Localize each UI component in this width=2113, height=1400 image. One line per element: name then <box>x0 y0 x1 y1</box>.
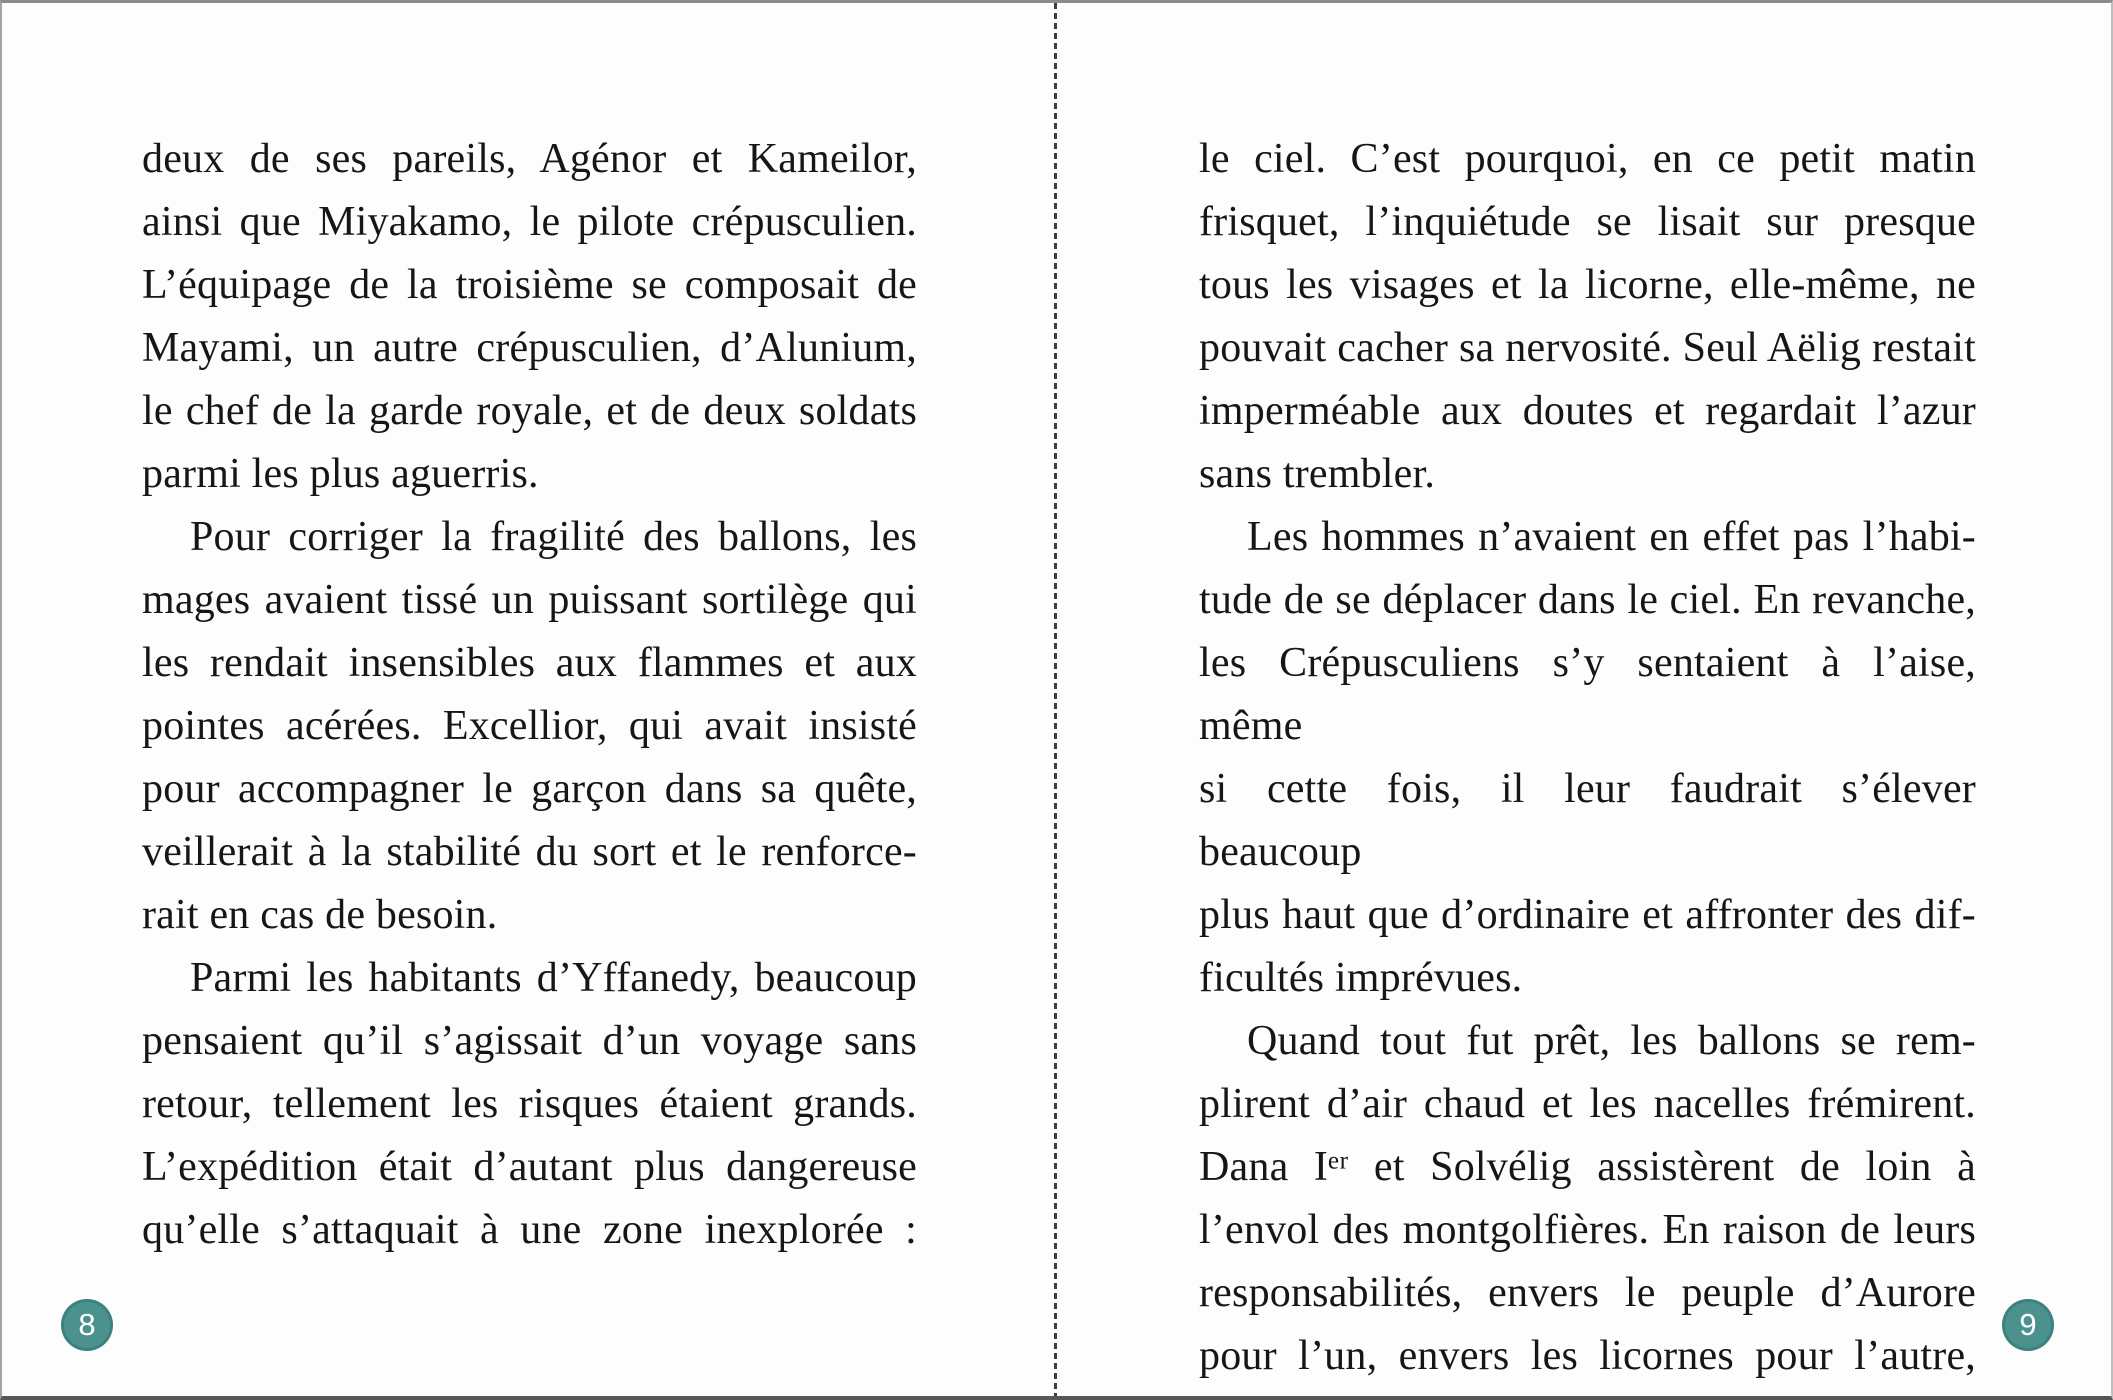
text-line: pensaient qu’il s’agissait d’un voyage sans <box>142 1018 917 1064</box>
page-9 <box>1058 3 2113 1396</box>
text-line: Parmi les habitants d’Yffanedy, beaucoup <box>190 955 917 1001</box>
text-line: deux de ses pareils, Agénor et Kameilor, <box>142 136 917 182</box>
text-line: veillerait à la stabilité du sort et le renforce- <box>142 829 917 875</box>
page-8-text-column <box>142 128 917 1262</box>
text-line: le chef de la garde royale, et de deux soldats <box>142 388 917 434</box>
text-line: plus haut que d’ordinaire et affronter des dif- <box>1199 892 1976 938</box>
text-line: L’expédition était d’autant plus dangereuse <box>142 1144 917 1190</box>
text-line: mages avaient tissé un puissant sortilège qui <box>142 577 917 623</box>
text-line: responsabilités, envers le peuple d’Aurore <box>1199 1270 1976 1316</box>
text-line: imperméable aux doutes et regardait l’azur <box>1199 388 1976 434</box>
text-line: qu’elle s’attaquait à une zone inexplorée : <box>142 1207 917 1253</box>
text-line: pointes acérées. Excellior, qui avait insisté <box>142 703 917 749</box>
text-line: Mayami, un autre crépusculien, d’Alunium, <box>142 325 917 371</box>
page-8 <box>2 3 1054 1396</box>
text-line: tude de se déplacer dans le ciel. En revanche, <box>1199 577 1976 623</box>
text-line: Quand tout fut prêt, les ballons se rem- <box>1247 1018 1976 1064</box>
text-line: ficultés imprévues. <box>1199 955 1523 1001</box>
text-line: les rendait insensibles aux flammes et aux <box>142 640 917 686</box>
text-line: les Crépusculiens s’y sentaient à l’aise, même <box>1199 640 1976 749</box>
text-line: Dana Iᵉʳ et Solvélig assistèrent de loin à <box>1199 1144 1976 1190</box>
page-divider-dashed-line <box>1054 3 1057 1396</box>
text-line: pour l’un, envers les licornes pour l’autre, <box>1199 1333 1976 1379</box>
text-line: Les hommes n’avaient en effet pas l’habi- <box>1247 514 1976 560</box>
text-line: plirent d’air chaud et les nacelles frémirent. <box>1199 1081 1976 1127</box>
text-line: ainsi que Miyakamo, le pilote crépusculien. <box>142 199 917 245</box>
text-line: L’équipage de la troisième se composait de <box>142 262 917 308</box>
text-line: rait en cas de besoin. <box>142 892 498 938</box>
text-line: Pour corriger la fragilité des ballons, les <box>190 514 917 560</box>
text-line: pouvait cacher sa nervosité. Seul Aëlig restait <box>1199 325 1976 371</box>
text-line: le ciel. C’est pourquoi, en ce petit matin <box>1199 136 1976 182</box>
text-line: sans trembler. <box>1199 451 1436 497</box>
text-line: tous les visages et la licorne, elle-même, ne <box>1199 262 1976 308</box>
text-line: retour, tellement les risques étaient grands. <box>142 1081 917 1127</box>
page-number-badge-right: 9 <box>2002 1299 2054 1351</box>
page-9-text-column <box>1199 128 1976 1388</box>
text-line: parmi les plus aguerris. <box>142 451 539 497</box>
text-line: frisquet, l’inquiétude se lisait sur presque <box>1199 199 1976 245</box>
text-line: si cette fois, il leur faudrait s’élever beaucoup <box>1199 766 1976 875</box>
text-line: pour accompagner le garçon dans sa quête, <box>142 766 917 812</box>
text-line: l’envol des montgolfières. En raison de leurs <box>1199 1207 1976 1253</box>
page-number-badge-left: 8 <box>61 1299 113 1351</box>
